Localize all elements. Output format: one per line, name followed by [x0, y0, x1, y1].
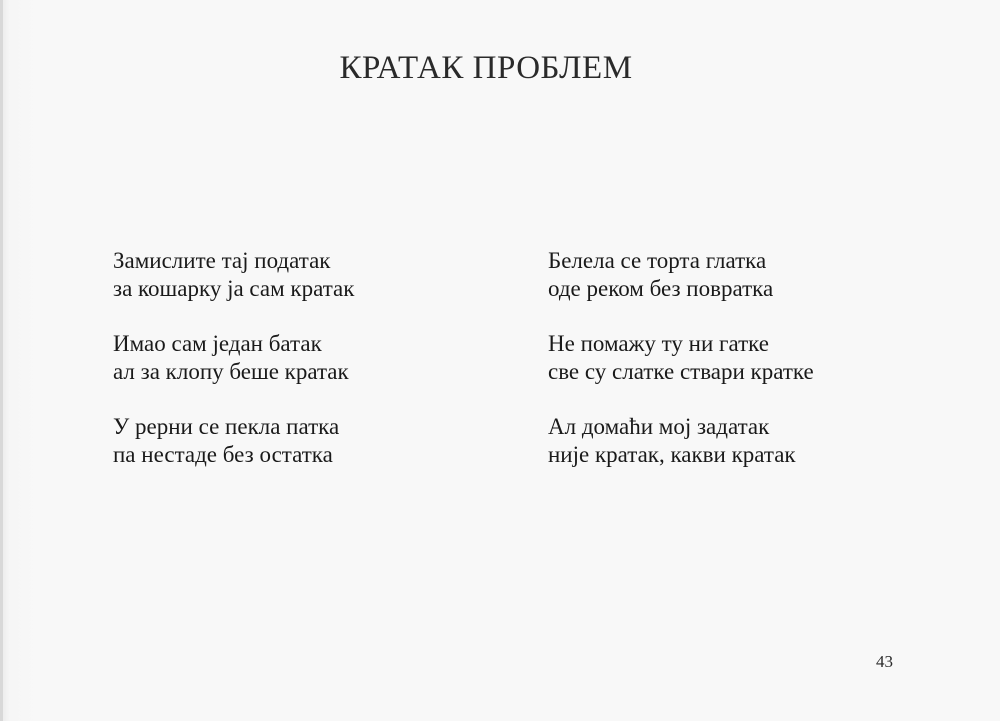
poem-title-text: КРАТАК ПРОБЛЕМ — [339, 50, 633, 86]
poem-line: Имао сам један батак — [113, 331, 322, 356]
stanza — [548, 330, 814, 386]
poem-line: Ал домаћи мој задатак — [548, 414, 770, 439]
poem-line: све су слатке ствари кратке — [548, 359, 814, 384]
poem-column-left — [113, 247, 354, 496]
poem-line: није кратак, какви кратак — [548, 442, 796, 467]
poem-line: оде реком без повратка — [548, 276, 774, 301]
poem-line: па нестаде без остатка — [113, 442, 333, 467]
page-number: 43 — [876, 652, 893, 671]
poem-line: У рерни се пекла патка — [113, 414, 340, 439]
poem-line: за кошарку ја сам кратак — [113, 276, 355, 301]
poem-line: Не помажу ту ни гатке — [548, 331, 769, 356]
poem-line: ал за клопу беше кратак — [113, 359, 349, 384]
stanza — [113, 247, 354, 303]
poem-line: Белела се торта глатка — [548, 248, 767, 273]
stanza — [113, 413, 354, 469]
poem-column-right — [548, 247, 814, 496]
page-spine-edge — [0, 0, 3, 721]
stanza — [548, 413, 814, 469]
poem-title — [0, 50, 1000, 87]
poem-line: Замислите тај податак — [113, 248, 331, 273]
stanza — [548, 247, 814, 303]
stanza — [113, 330, 354, 386]
